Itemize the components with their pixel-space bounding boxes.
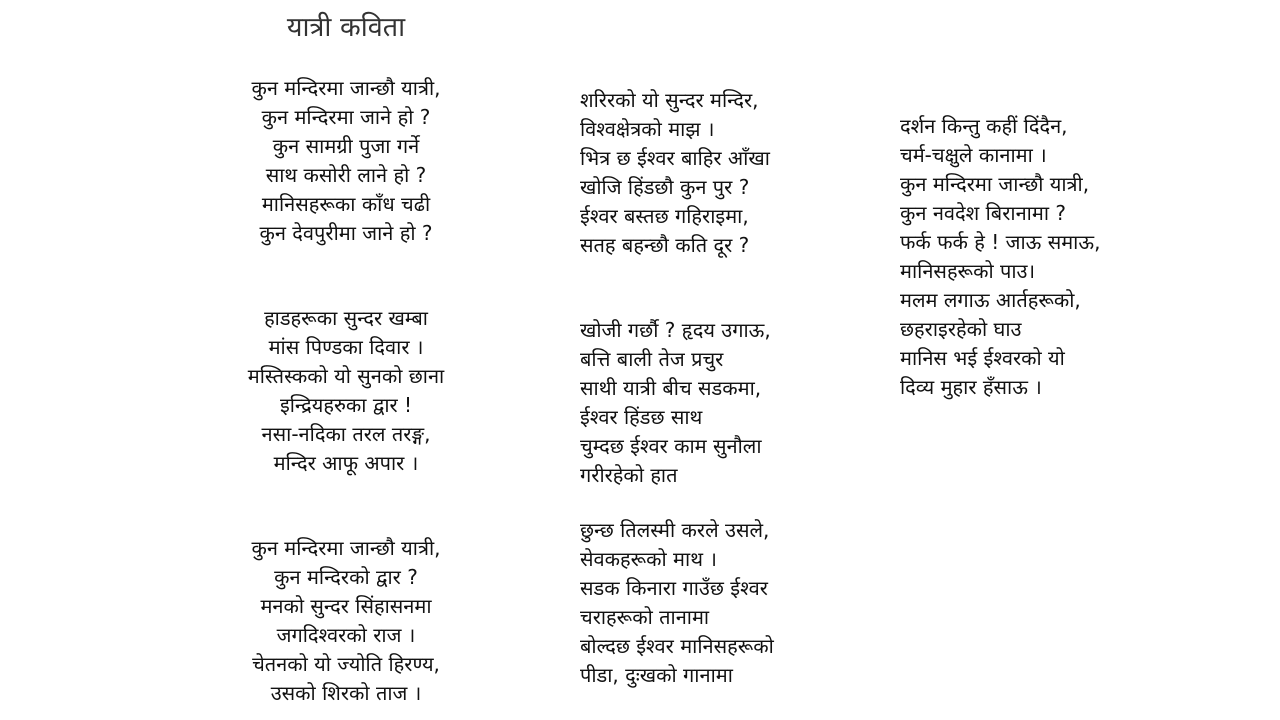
poem-line: छहराइरहेको घाउ [900,317,1022,341]
poem-line: ईश्वर हिंडछ साथ [580,405,703,429]
poem-line: कुन मन्दिरमा जान्छौ यात्री, [251,76,441,100]
stanza-column1-1 [196,74,496,248]
poem-line: मलम लगाऊ आर्तहरूको, [900,288,1081,312]
poem-line: कुन देवपुरीमा जाने हो ? [259,221,433,245]
stanza-column1-2 [196,304,496,478]
poem-line: साथ कसोरी लाने हो ? [265,163,427,187]
poem-line: बत्ति बाली तेज प्रचुर [580,347,724,371]
poem-line: चराहरूको तानामा [580,605,710,629]
poem-line: नसा-नदिका तरल तरङ्ग, [261,422,431,446]
poem-line: मानिसहरूको पाउ। [900,259,1036,283]
poem-line: मांस पिण्डका दिवार । [268,335,424,359]
stanza-column2-2 [580,316,880,490]
poem-line: सेवकहरूको माथ । [580,547,717,571]
poem-line: कुन मन्दिरमा जान्छौ यात्री, [900,172,1090,196]
poem-line: मन्दिर आफू अपार । [273,451,419,475]
poem-line: कुन सामग्री पुजा गर्ने [272,134,420,158]
poem-line: जगदिश्वरको राज । [276,623,416,647]
stanza-column1-3 [196,534,496,708]
poem-line: साथी यात्री बीच सडकमा, [580,376,762,400]
poem-line: मस्तिस्कको यो सुनको छाना [247,364,445,388]
poem-line: सतह बहन्छौ कति दूर ? [580,233,750,257]
poem-line: बोल्दछ ईश्वर मानिसहरूको [580,634,774,658]
poem-line: कुन मन्दिरको द्वार ? [274,565,418,589]
poem-line: कुन नवदेश बिरानामा ? [900,201,1066,225]
poem-line: मनको सुन्दर सिंहासनमा [260,594,432,618]
stanza-column2-1 [580,86,880,260]
page-title: यात्री कविता [286,12,406,43]
poem-line: चेतनको यो ज्योति हिरण्य, [252,652,440,676]
poem-line: कुन मन्दिरमा जाने हो ? [261,105,431,129]
poem-line: उसको शिरको ताज । [270,681,422,705]
poem-line: खोजी गर्छौ ? हृदय उगाऊ, [580,318,771,342]
poem-line: फर्क फर्क हे ! जाऊ समाऊ, [900,230,1101,254]
poem-line: दिव्य मुहार हँसाऊ । [900,375,1042,399]
stanza-column3-1 [900,112,1220,402]
poem-line: भित्र छ ईश्वर बाहिर आँखा [580,146,770,170]
poem-line: चर्म-चक्षुले कानामा । [900,143,1047,167]
poem-line: शरिरको यो सुन्दर मन्दिर, [580,88,759,112]
poem-line: पीडा, दुःखको गानामा [580,663,733,687]
poem-line: दर्शन किन्तु कहीं दिंदैन, [900,114,1068,138]
poem-line: इन्द्रियहरुका द्वार ! [279,393,413,417]
poem-line: चुम्दछ ईश्वर काम सुनौला [580,434,762,458]
poem-line: मानिसहरूका काँध चढी [261,192,431,216]
poem-line: हाडहरूका सुन्दर खम्बा [264,306,428,330]
poem-line: विश्वक्षेत्रको माझ । [580,117,715,141]
poem-line: कुन मन्दिरमा जान्छौ यात्री, [251,536,441,560]
poem-line: छुन्छ तिलस्मी करले उसले, [580,518,770,542]
stanza-column2-3 [580,516,880,690]
poem-line: मानिस भई ईश्वरको यो [900,346,1065,370]
poem-line: गरीरहेको हात [580,463,678,487]
poem-line: सडक किनारा गाउँछ ईश्वर [580,576,768,600]
poem-line: ईश्वर बस्तछ गहिराइमा, [580,204,749,228]
poem-line: खोजि हिंडछौ कुन पुर ? [580,175,750,199]
